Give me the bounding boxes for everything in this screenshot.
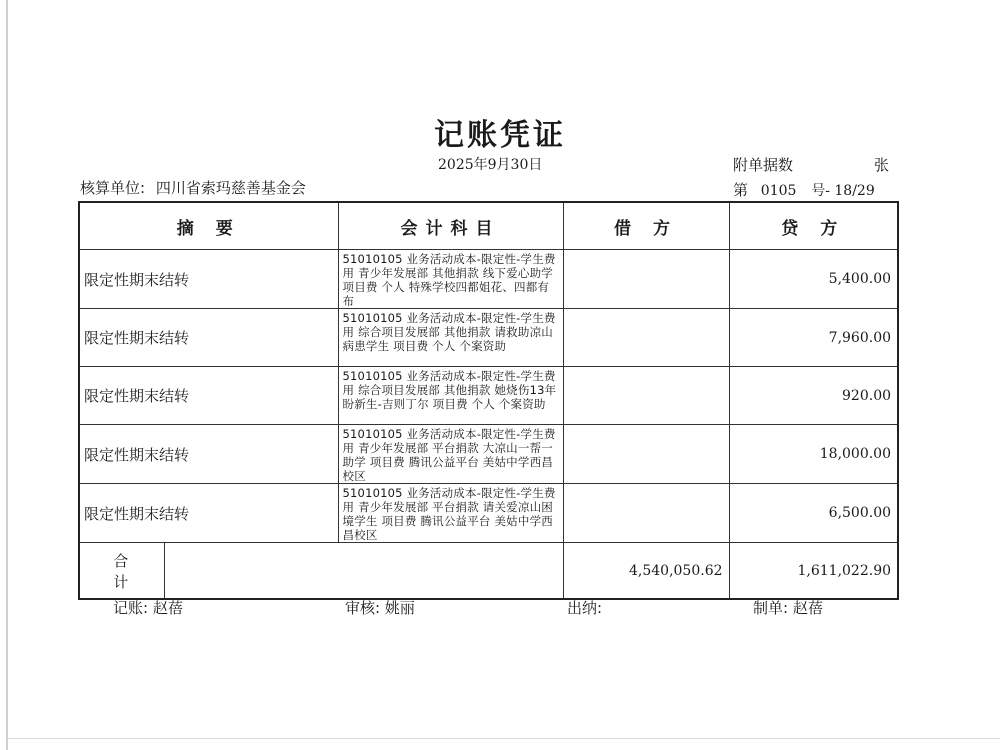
debit-header: 借 方 (563, 202, 729, 250)
accounting-unit-label: 核算单位: (80, 179, 146, 197)
voucher-number-value: 0105 (760, 183, 797, 199)
voucher-date: 2025年9月30日 (438, 157, 543, 173)
total-credit: 1,611,022.90 (729, 543, 898, 600)
entry-summary: 限定性期末结转 (79, 250, 338, 309)
entry-account: 51010105 业务活动成本-限定性-学生费用 青少年发展部 平台捐款 请关爱凉山困境学生 项目费 腾讯公益平台 美姑中学西昌校区 (338, 484, 563, 543)
account-header: 会计科目 (338, 202, 563, 250)
entry-debit (563, 250, 729, 309)
total-row (79, 543, 898, 600)
voucher-table (78, 201, 899, 600)
entry-credit: 6,500.00 (729, 484, 898, 543)
table-row (79, 250, 898, 309)
entry-summary: 限定性期末结转 (79, 484, 338, 543)
entry-account: 51010105 业务活动成本-限定性-学生费用 综合项目发展部 其他捐款 她烧伤13年盼新生-吉则丁尔 项目费 个人 个案资助 (338, 367, 563, 425)
table-row (79, 367, 898, 425)
accounting-unit-name: 四川省索玛慈善基金会 (155, 179, 306, 197)
preparer-signature: 制单: 赵蓓 (753, 599, 823, 617)
voucher-number-prefix: 第 (733, 181, 749, 199)
entry-debit (563, 367, 729, 425)
entry-summary: 限定性期末结转 (79, 367, 338, 425)
table-row (79, 484, 898, 543)
page-bottom-edge (6, 738, 1000, 739)
entry-account: 51010105 业务活动成本-限定性-学生费用 青少年发展部 其他捐款 线下爱心助学 项目费 个人 特殊学校四都姐花、四都有布 (338, 250, 563, 309)
entry-debit (563, 425, 729, 484)
entry-credit: 920.00 (729, 367, 898, 425)
attachment-label: 附单据数 (733, 156, 794, 174)
entry-credit: 18,000.00 (729, 425, 898, 484)
voucher-title: 记账凭证 (434, 118, 566, 153)
entry-debit (563, 309, 729, 367)
total-label: 合 计 (79, 543, 164, 600)
accounting-unit (80, 177, 306, 198)
table-row (79, 309, 898, 367)
cashier-signature: 出纳: (567, 599, 603, 617)
credit-header: 贷 方 (729, 202, 898, 250)
total-debit: 4,540,050.62 (563, 543, 729, 600)
entry-debit (563, 484, 729, 543)
attachment-unit: 张 (874, 156, 890, 174)
table-row (79, 425, 898, 484)
summary-header: 摘 要 (79, 202, 338, 250)
voucher-number-suffix: 号- 18/29 (811, 183, 875, 199)
header-row (79, 202, 898, 250)
total-blank (164, 543, 563, 600)
voucher-number (733, 179, 875, 200)
entry-summary: 限定性期末结转 (79, 309, 338, 367)
entry-credit: 5,400.00 (729, 250, 898, 309)
entry-credit: 7,960.00 (729, 309, 898, 367)
reviewer-signature: 审核: 姚丽 (345, 599, 415, 617)
entry-summary: 限定性期末结转 (79, 425, 338, 484)
entry-account: 51010105 业务活动成本-限定性-学生费用 综合项目发展部 其他捐款 请救助凉山病患学生 项目费 个人 个案资助 (338, 309, 563, 367)
entry-account: 51010105 业务活动成本-限定性-学生费用 青少年发展部 平台捐款 大凉山一帮一助学 项目费 腾讯公益平台 美姑中学西昌校区 (338, 425, 563, 484)
bookkeeper-signature: 记账: 赵蓓 (113, 599, 183, 617)
